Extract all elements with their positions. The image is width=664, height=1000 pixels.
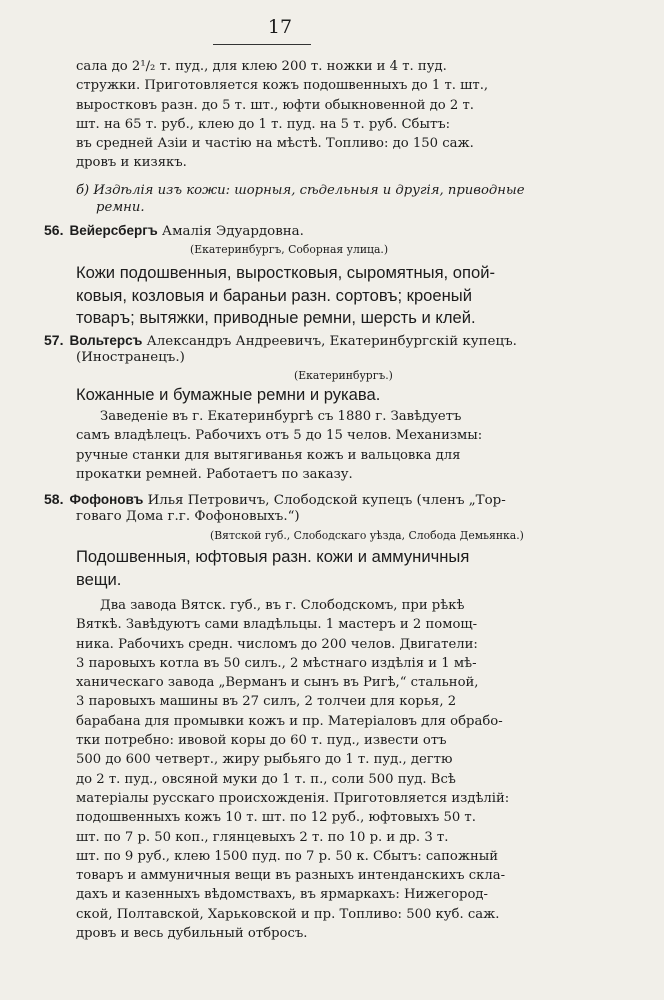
- products-line: ковыя, козловыя и бараньи разн. сортовъ; кроеный: [76, 285, 472, 305]
- text-line: тки потребно: ивовой коры до 60 т. пуд., извести отъ: [76, 733, 447, 749]
- entry-57-header: [44, 331, 584, 351]
- text-line: до 2 т. пуд., овсяной муки до 1 т. п., соли 500 пуд. Всѣ: [76, 771, 456, 787]
- text-line: въ средней Азіи и частію на мѣстѣ. Топливо: до 150 саж.: [76, 136, 474, 152]
- entry-57-description: [76, 407, 576, 484]
- entry-surname: Фофоновъ: [69, 492, 144, 507]
- text-line: самъ владѣлецъ. Рабочихъ отъ 5 до 15 челов. Механизмы:: [76, 428, 483, 444]
- text-line: шт. на 65 т. руб., клею до 1 т. пуд. на 5 т. руб. Сбытъ:: [76, 116, 451, 132]
- entry-number: 57.: [44, 332, 64, 348]
- entry-surname: Вейерсбергъ: [69, 223, 158, 238]
- entry-56-address: (Екатеринбургъ, Соборная улица.): [190, 243, 389, 256]
- page-number-rule: [213, 44, 311, 45]
- text-line: прокатки ремней. Работаетъ по заказу.: [76, 466, 353, 482]
- text-line: 500 до 600 четверт., жиру рыбьяго до 1 т. пуд., дегтю: [76, 752, 453, 768]
- text-line: Заведеніе въ г. Екатеринбургѣ съ 1880 г. Завѣдуетъ: [100, 409, 462, 424]
- page-number: 17: [267, 16, 293, 38]
- entry-56-header: [44, 221, 584, 241]
- entry-details: Амалія Эдуардовна.: [157, 224, 304, 239]
- text-line: Два завода Вятск. губ., въ г. Слободскомъ, при рѣкѣ: [100, 598, 465, 613]
- entry-58-description: [76, 596, 576, 943]
- text-line: барабана для промывки кожъ и пр. Матеріаловъ для обрабо-: [76, 713, 503, 729]
- text-line: дровъ и весь дубильный отбросъ.: [76, 926, 308, 942]
- entry-details: Александръ Андреевичъ, Екатеринбургскій купецъ.: [142, 334, 517, 349]
- entry-57-address: (Екатеринбургъ.): [294, 369, 393, 382]
- section-heading-line: ремни.: [96, 200, 145, 215]
- text-line: 3 паровыхъ машины въ 27 силъ, 2 толчеи для корья, 2: [76, 694, 457, 710]
- entry-57-second-line: (Иностранецъ.): [76, 350, 185, 365]
- text-line: выростковъ разн. до 5 т. шт., юфти обыкновенной до 2 т.: [76, 97, 474, 113]
- text-line: ханическаго завода „Верманъ и сынъ въ Ригѣ,“ стальной,: [76, 675, 479, 691]
- text-line: товаръ и аммуничныя вещи въ разныхъ интенданскихъ скла-: [76, 868, 506, 884]
- text-line: Вяткѣ. Завѣдуютъ сами владѣльцы. 1 мастеръ и 2 помощ-: [76, 617, 478, 633]
- products-line: Кожанные и бумажные ремни и рукава.: [76, 385, 381, 404]
- entry-57-products: [76, 384, 581, 407]
- entry-58-address: (Вятской губ., Слободскаго уѣзда, Слобода Демьянка.): [210, 529, 524, 542]
- products-line: Подошвенныя, юфтовыя разн. кожи и аммуничныя: [76, 547, 470, 566]
- entry-details: Илья Петровичъ, Слободской купецъ (членъ „Тор-: [143, 493, 506, 508]
- text-line: шт. по 9 руб., клею 1500 пуд. по 7 р. 50 к. Сбытъ: сапожный: [76, 848, 499, 864]
- entry-58-header: [44, 490, 584, 510]
- products-line: Кожи подошвенныя, выростковыя, сыромятныя, опой-: [76, 263, 496, 282]
- entry-number: 58.: [44, 491, 64, 507]
- text-line: ника. Рабочихъ средн. числомъ до 200 челов. Двигатели:: [76, 636, 478, 652]
- continued-paragraph: [76, 57, 576, 173]
- text-line: ручные станки для вытягиванья кожъ и вальцовка для: [76, 447, 461, 463]
- text-line: стружки. Приготовляется кожъ подошвенныхъ до 1 т. шт.,: [76, 78, 489, 94]
- text-line: дахъ и казенныхъ вѣдомствахъ, въ ярмаркахъ: Нижегород-: [76, 887, 488, 903]
- text-line: 3 паровыхъ котла въ 50 силъ., 2 мѣстнаго издѣлія и 1 мѣ-: [76, 655, 477, 671]
- text-line: шт. по 7 р. 50 коп., глянцевыхъ 2 т. по 10 р. и др. 3 т.: [76, 829, 449, 845]
- text-line: сала до 2¹/₂ т. пуд., для клею 200 т. ножки и 4 т. пуд.: [76, 59, 447, 74]
- text-line: подошвенныхъ кожъ 10 т. шт. по 12 руб., юфтовыхъ 50 т.: [76, 810, 476, 826]
- text-line: ской, Полтавской, Харьковской и пр. Топливо: 500 куб. саж.: [76, 906, 500, 922]
- products-line: товаръ; вытяжки, приводные ремни, шерсть и клей.: [76, 308, 476, 327]
- products-line: вещи.: [76, 569, 122, 589]
- section-heading: [76, 182, 576, 216]
- entry-56-products: [76, 262, 581, 330]
- section-heading-line: б) Издѣлія изъ кожи: шорныя, сѣдельныя и другія, приводные: [76, 183, 525, 198]
- text-line: дровъ и кизякъ.: [76, 155, 187, 171]
- entry-58-products: [76, 546, 581, 591]
- entry-number: 56.: [44, 222, 64, 238]
- entry-58-second-line: говаго Дома г.г. Фофоновыхъ.“): [76, 509, 300, 524]
- entry-surname: Вольтерсъ: [69, 333, 143, 348]
- text-line: матеріалы русскаго происхожденія. Приготовляется издѣлій:: [76, 790, 510, 806]
